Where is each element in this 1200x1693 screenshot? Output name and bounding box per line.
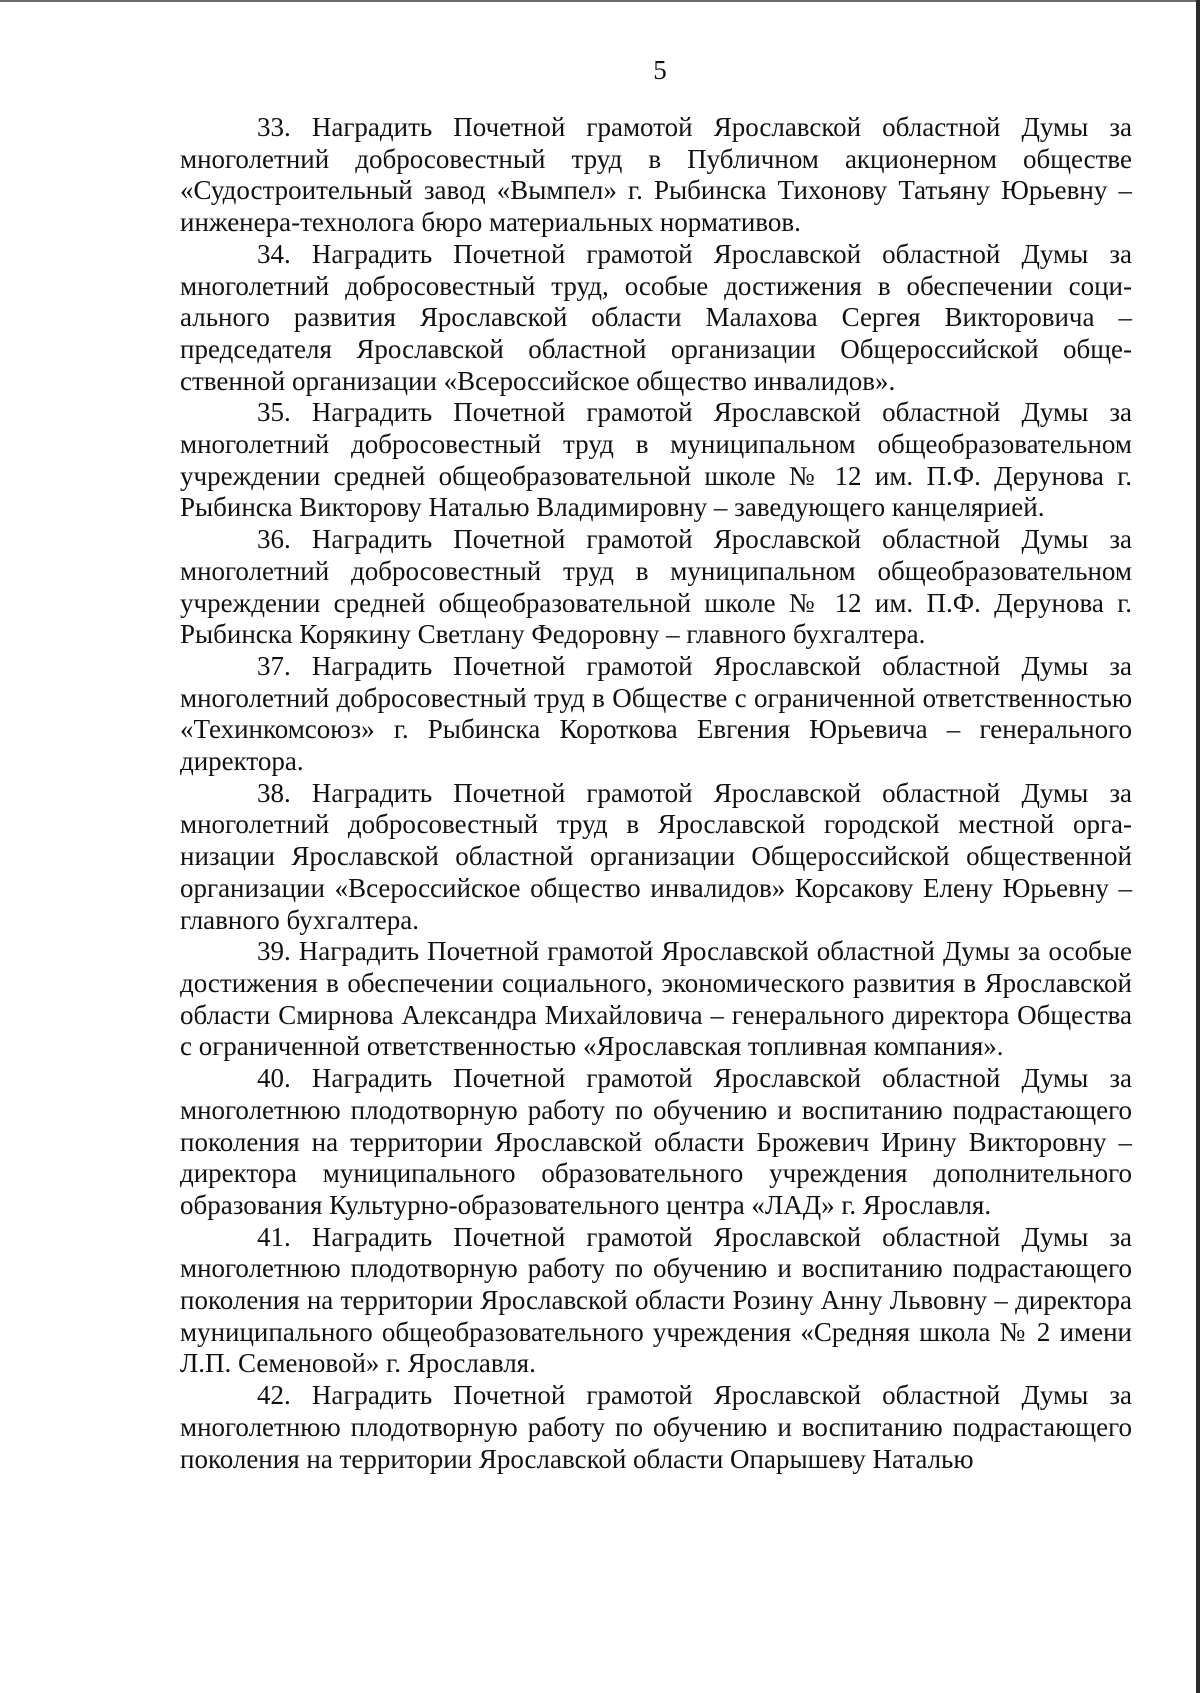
paragraph-40: 40. Наградить Почетной грамотой Ярославской областной Думы за многолетнюю плодотворную работу по обучению и воспитанию подрастающего поколения на территории Ярославской области Брожевич Ирину Викторовну – директора муниципального образовательного учреждения дополнительного образования Культурно-образовательного центра «ЛАД» г. Ярославля.: [180, 1063, 1132, 1220]
paragraph-34: 34. Наградить Почетной грамотой Ярославской областной Думы за многолетний добросовестный труд, особые достижения в обеспечении социального развития Ярославской области Малахова Сергея Викторовича – председателя Ярославской областной организации Общероссийской общественной организации «Всероссийское общество инвалидов».: [180, 238, 1132, 396]
top-edge-line: [0, 0, 1200, 2]
paragraph-33: 33. Наградить Почетной грамотой Ярославской областной Думы за многолетний добросовестный труд в Публичном акционерном обществе «Судостроительный завод «Вымпел» г. Рыбинска Тихонову Татьяну Юрьевну – инженера-технолога бюро материальных нормативов.: [180, 112, 1132, 238]
right-edge-line: [1196, 0, 1200, 1693]
paragraph-37: 37. Наградить Почетной грамотой Ярославской областной Думы за многолетний добросовестный труд в Обществе с ограниченной ответственностью «Техинкомсоюз» г. Рыбинска Короткова Евгения Юрьевича – генерального директора.: [180, 650, 1132, 777]
document-body: [180, 112, 1132, 1475]
paragraph-38: 38. Наградить Почетной грамотой Ярославской областной Думы за многолетний добросовестный труд в Ярославской городской местной организации Ярославской областной организации Общероссийской общественной организации «Всероссийское общество инвалидов» Корсакову Елену Юрьевну – главного бухгалтера.: [180, 777, 1132, 935]
paragraph-42: 42. Наградить Почетной грамотой Ярославской областной Думы за многолетнюю плодотворную работу по обучению и воспитанию подрастающего поколения на территории Ярославской области Опарышеву Наталью: [180, 1380, 1132, 1474]
paragraph-36: 36. Наградить Почетной грамотой Ярославской областной Думы за многолетний добросовестный труд в муниципальном общеобразовательном учреждении средней общеобразовательной школе № 12 им. П.Ф. Дерунова г. Рыбинска Корякину Светлану Федоровну – главного бухгалтера.: [180, 524, 1132, 650]
paragraph-35: 35. Наградить Почетной грамотой Ярославской областной Думы за многолетний добросовестный труд в муниципальном общеобразовательном учреждении средней общеобразовательной школе № 12 им. П.Ф. Дерунова г. Рыбинска Викторову Наталью Владимировну – заведующего канцелярией.: [180, 397, 1132, 523]
paragraph-41: 41. Наградить Почетной грамотой Ярославской областной Думы за многолетнюю плодотворную работу по обучению и воспитанию подрастающего поколения на территории Ярославской области Розину Анну Львовну – директора муниципального общеобразовательного учреждения «Средняя школа № 2 имени Л.П. Семеновой» г. Ярославля.: [180, 1221, 1132, 1379]
page-number: 5: [653, 55, 667, 85]
paragraph-39: 39. Наградить Почетной грамотой Ярославской областной Думы за особые достижения в обеспечении социального, экономического развития в Ярославской области Смирнова Александра Михайловича – генерального директора Общества с ограниченной ответственностью «Ярославская топливная компания».: [180, 936, 1132, 1062]
